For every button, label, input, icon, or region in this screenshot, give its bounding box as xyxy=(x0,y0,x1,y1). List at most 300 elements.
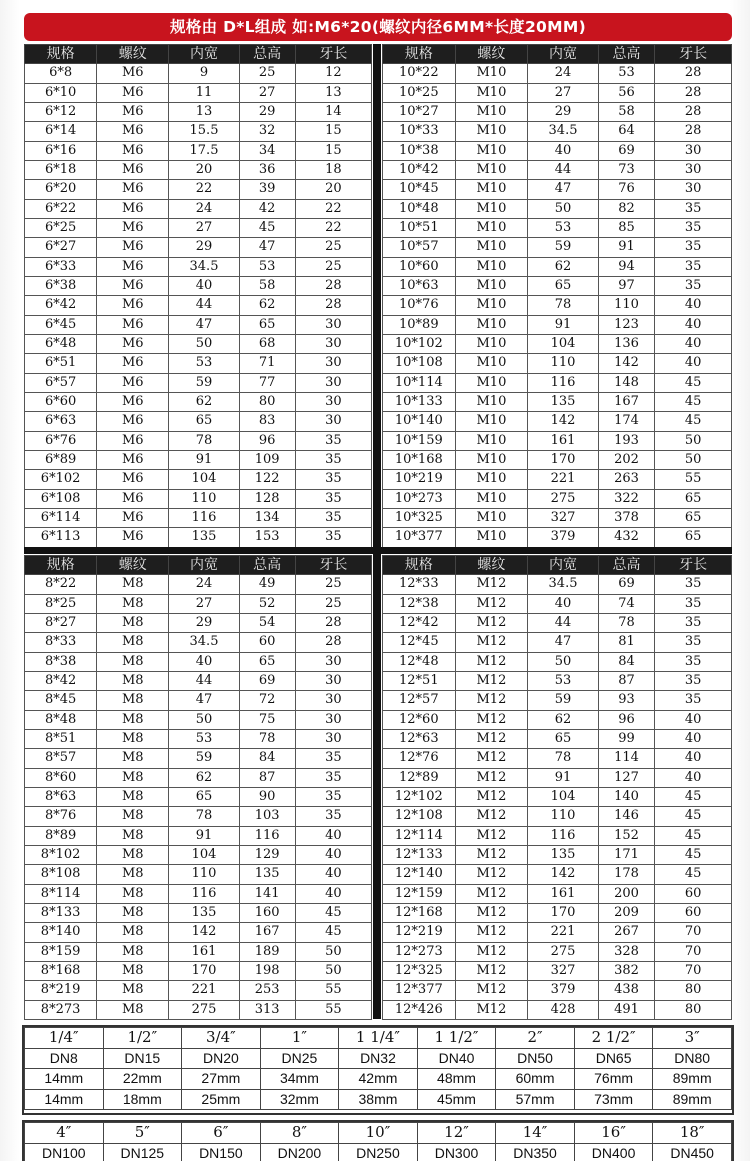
spec-table-m10 xyxy=(382,44,732,548)
table-row xyxy=(383,787,732,806)
pipe-cell: 27mm xyxy=(182,1069,261,1090)
table-cell: 25 xyxy=(295,594,371,613)
table-cell: 59 xyxy=(169,749,239,768)
table-cell: 109 xyxy=(239,450,295,469)
table-cell: M10 xyxy=(455,508,528,527)
table-row xyxy=(383,749,732,768)
table-cell: 116 xyxy=(169,884,239,903)
table-cell: 12*45 xyxy=(383,633,456,652)
table-cell: 8*76 xyxy=(25,807,97,826)
table-cell: M8 xyxy=(97,865,169,884)
table-cell: 28 xyxy=(655,64,732,83)
pipe-cell: 48mm xyxy=(417,1069,496,1090)
table-row xyxy=(383,633,732,652)
table-cell: 17.5 xyxy=(169,141,239,160)
table-row xyxy=(383,489,732,508)
pipe-cell: DN125 xyxy=(103,1143,182,1161)
table-cell: 35 xyxy=(655,218,732,237)
table-cell: 73 xyxy=(598,160,654,179)
table-row xyxy=(25,768,372,787)
table-cell: 8*27 xyxy=(25,613,97,632)
table-cell: M8 xyxy=(97,923,169,942)
table-cell: 28 xyxy=(295,613,371,632)
pipe-cell: DN15 xyxy=(103,1048,182,1069)
table-row xyxy=(25,102,372,121)
table-cell: M6 xyxy=(97,315,169,334)
table-cell: 52 xyxy=(239,594,295,613)
table-cell: M6 xyxy=(97,257,169,276)
table-row xyxy=(25,613,372,632)
table-cell: 28 xyxy=(655,83,732,102)
table-cell: 6*108 xyxy=(25,489,97,508)
table-cell: 221 xyxy=(169,981,239,1000)
table-cell: 12*273 xyxy=(383,942,456,961)
table-cell: 12*168 xyxy=(383,903,456,922)
table-row xyxy=(25,845,372,864)
table-cell: 6*8 xyxy=(25,64,97,83)
table-row xyxy=(383,671,732,690)
pipe-cell: 76mm xyxy=(574,1069,653,1090)
table-cell: 382 xyxy=(598,961,654,980)
table-cell: 13 xyxy=(295,83,371,102)
table-cell: 40 xyxy=(655,334,732,353)
table-cell: 152 xyxy=(598,826,654,845)
pipe-cell: DN32 xyxy=(339,1048,418,1069)
table-cell: 6*38 xyxy=(25,276,97,295)
table-cell: 91 xyxy=(169,450,239,469)
table-cell: 53 xyxy=(169,354,239,373)
table-cell: 20 xyxy=(169,160,239,179)
table-cell: 174 xyxy=(598,412,654,431)
table-cell: M8 xyxy=(97,575,169,594)
table-cell: 438 xyxy=(598,981,654,1000)
pipe-cell: 60mm xyxy=(496,1069,575,1090)
table-cell: 12*102 xyxy=(383,787,456,806)
table-cell: M6 xyxy=(97,354,169,373)
column-header: 总高 xyxy=(598,45,654,64)
table-cell: 142 xyxy=(528,865,599,884)
table-cell: 135 xyxy=(239,865,295,884)
table-cell: 110 xyxy=(598,296,654,315)
table-cell: 12*108 xyxy=(383,807,456,826)
table-cell: M12 xyxy=(455,633,528,652)
table-cell: 35 xyxy=(295,431,371,450)
table-cell: 74 xyxy=(598,594,654,613)
table-cell: 161 xyxy=(528,884,599,903)
column-header: 规格 xyxy=(25,556,97,575)
table-cell: 60 xyxy=(239,633,295,652)
table-cell: M6 xyxy=(97,102,169,121)
table-cell: 8*51 xyxy=(25,729,97,748)
table-cell: M12 xyxy=(455,865,528,884)
row-divider xyxy=(24,547,732,554)
pipe-cell: DN250 xyxy=(339,1143,418,1161)
table-cell: 167 xyxy=(239,923,295,942)
table-row xyxy=(383,276,732,295)
pipe-cell: 32mm xyxy=(260,1089,339,1110)
pipe-cell: 18″ xyxy=(653,1123,732,1144)
table-row xyxy=(383,942,732,961)
table-cell: 8*48 xyxy=(25,710,97,729)
table-cell: M6 xyxy=(97,412,169,431)
table-cell: 45 xyxy=(655,865,732,884)
table-row xyxy=(25,652,372,671)
table-cell: 142 xyxy=(169,923,239,942)
table-cell: 12*57 xyxy=(383,691,456,710)
table-cell: 62 xyxy=(528,257,599,276)
table-cell: M10 xyxy=(455,296,528,315)
table-cell: M8 xyxy=(97,710,169,729)
table-cell: 50 xyxy=(169,334,239,353)
spec-table-m8 xyxy=(24,555,372,1020)
table-cell: 10*51 xyxy=(383,218,456,237)
table-cell: 72 xyxy=(239,691,295,710)
table-cell: 35 xyxy=(295,807,371,826)
table-row xyxy=(25,787,372,806)
pipe-cell: DN150 xyxy=(182,1143,261,1161)
pipe-cell: 45mm xyxy=(417,1089,496,1110)
pipe-cell: 1 1/2″ xyxy=(417,1028,496,1049)
table-row xyxy=(25,373,372,392)
pipe-cell: DN50 xyxy=(496,1048,575,1069)
table-cell: 8*63 xyxy=(25,787,97,806)
table-cell: 12*219 xyxy=(383,923,456,942)
table-row xyxy=(25,122,372,141)
column-header: 牙长 xyxy=(295,556,371,575)
column-header: 总高 xyxy=(239,45,295,64)
table-cell: 142 xyxy=(598,354,654,373)
table-cell: 30 xyxy=(655,160,732,179)
table-cell: 253 xyxy=(239,981,295,1000)
table-cell: M12 xyxy=(455,613,528,632)
table-cell: M6 xyxy=(97,392,169,411)
column-header: 内宽 xyxy=(169,45,239,64)
table-cell: M8 xyxy=(97,1000,169,1019)
table-cell: 141 xyxy=(239,884,295,903)
table-cell: 127 xyxy=(598,768,654,787)
table-cell: 82 xyxy=(598,199,654,218)
table-cell: 202 xyxy=(598,450,654,469)
table-cell: 221 xyxy=(528,470,599,489)
table-cell: M10 xyxy=(455,450,528,469)
pipe-cell: 14mm xyxy=(25,1069,104,1090)
table-cell: 178 xyxy=(598,865,654,884)
table-cell: 40 xyxy=(655,315,732,334)
table-cell: M12 xyxy=(455,826,528,845)
table-row xyxy=(25,180,372,199)
table-cell: 44 xyxy=(169,296,239,315)
table-cell: 35 xyxy=(295,749,371,768)
table-cell: 8*38 xyxy=(25,652,97,671)
table-cell: M6 xyxy=(97,296,169,315)
table-cell: 25 xyxy=(295,257,371,276)
table-cell: M10 xyxy=(455,470,528,489)
table-cell: 432 xyxy=(598,528,654,547)
table-cell: 39 xyxy=(239,180,295,199)
table-cell: 11 xyxy=(169,83,239,102)
table-row xyxy=(25,199,372,218)
table-cell: 103 xyxy=(239,807,295,826)
table-cell: 12*89 xyxy=(383,768,456,787)
table-row xyxy=(383,594,732,613)
table-row xyxy=(25,392,372,411)
table-cell: M10 xyxy=(455,412,528,431)
table-cell: 28 xyxy=(655,122,732,141)
table-cell: 35 xyxy=(655,575,732,594)
table-cell: M8 xyxy=(97,691,169,710)
table-cell: 40 xyxy=(655,296,732,315)
pipe-cell: 3/4″ xyxy=(182,1028,261,1049)
table-cell: 267 xyxy=(598,923,654,942)
table-cell: 8*25 xyxy=(25,594,97,613)
table-cell: 22 xyxy=(169,180,239,199)
table-cell: 30 xyxy=(295,373,371,392)
table-cell: 134 xyxy=(239,508,295,527)
table-cell: 8*114 xyxy=(25,884,97,903)
column-header: 螺纹 xyxy=(455,45,528,64)
table-cell: 45 xyxy=(655,787,732,806)
table-cell: 10*22 xyxy=(383,64,456,83)
table-cell: 80 xyxy=(655,1000,732,1019)
table-row xyxy=(25,315,372,334)
table-cell: 53 xyxy=(239,257,295,276)
table-cell: 34.5 xyxy=(528,575,599,594)
table-cell: 10*108 xyxy=(383,354,456,373)
table-cell: 6*42 xyxy=(25,296,97,315)
table-row xyxy=(383,826,732,845)
column-header: 牙长 xyxy=(655,556,732,575)
table-cell: 32 xyxy=(239,122,295,141)
table-row xyxy=(25,218,372,237)
table-cell: 170 xyxy=(528,903,599,922)
table-cell: 6*45 xyxy=(25,315,97,334)
table-row xyxy=(25,470,372,489)
table-cell: 12*133 xyxy=(383,845,456,864)
table-row xyxy=(383,508,732,527)
table-cell: M10 xyxy=(455,431,528,450)
column-header: 总高 xyxy=(239,556,295,575)
table-row xyxy=(25,981,372,1000)
table-cell: 27 xyxy=(169,594,239,613)
table-cell: 44 xyxy=(169,671,239,690)
table-cell: 35 xyxy=(295,450,371,469)
pipe-row-inch xyxy=(25,1123,732,1144)
table-cell: 8*102 xyxy=(25,845,97,864)
table-cell: 25 xyxy=(239,64,295,83)
table-cell: 8*159 xyxy=(25,942,97,961)
table-cell: 170 xyxy=(528,450,599,469)
table-cell: 94 xyxy=(598,257,654,276)
table-cell: 28 xyxy=(295,633,371,652)
table-row xyxy=(25,257,372,276)
table-cell: 87 xyxy=(598,671,654,690)
table-cell: 96 xyxy=(239,431,295,450)
table-row xyxy=(383,83,732,102)
table-row xyxy=(383,218,732,237)
table-cell: M12 xyxy=(455,845,528,864)
header-row xyxy=(383,45,732,64)
table-cell: M6 xyxy=(97,489,169,508)
table-row xyxy=(383,528,732,547)
table-row xyxy=(383,865,732,884)
table-cell: 45 xyxy=(655,826,732,845)
pipe-cell: 16″ xyxy=(574,1123,653,1144)
pipe-cell: DN100 xyxy=(25,1143,104,1161)
table-cell: M10 xyxy=(455,180,528,199)
table-cell: M10 xyxy=(455,122,528,141)
pipe-cell: DN80 xyxy=(653,1048,732,1069)
table-row xyxy=(25,238,372,257)
pipe-cell: 1/2″ xyxy=(103,1028,182,1049)
column-header: 规格 xyxy=(383,556,456,575)
table-cell: M12 xyxy=(455,981,528,1000)
column-header: 螺纹 xyxy=(97,556,169,575)
pipe-cell: 6″ xyxy=(182,1123,261,1144)
table-cell: 77 xyxy=(239,373,295,392)
table-cell: 110 xyxy=(169,489,239,508)
table-cell: 6*14 xyxy=(25,122,97,141)
table-cell: 10*48 xyxy=(383,199,456,218)
table-cell: M6 xyxy=(97,450,169,469)
table-cell: 36 xyxy=(239,160,295,179)
pipe-cell: 1 1/4″ xyxy=(339,1028,418,1049)
table-cell: 275 xyxy=(528,942,599,961)
table-cell: 12*63 xyxy=(383,729,456,748)
table-cell: M6 xyxy=(97,122,169,141)
table-cell: M8 xyxy=(97,652,169,671)
spec-table-m12 xyxy=(382,555,732,1020)
pipe-cell: 42mm xyxy=(339,1069,418,1090)
table-cell: 10*25 xyxy=(383,83,456,102)
table-cell: 65 xyxy=(169,787,239,806)
pipe-cell: 34mm xyxy=(260,1069,339,1090)
table-cell: 50 xyxy=(169,710,239,729)
table-cell: 263 xyxy=(598,470,654,489)
table-row xyxy=(383,199,732,218)
table-row xyxy=(25,826,372,845)
table-row xyxy=(383,296,732,315)
table-cell: 6*89 xyxy=(25,450,97,469)
table-row xyxy=(25,749,372,768)
table-cell: 10*114 xyxy=(383,373,456,392)
table-cell: 34.5 xyxy=(169,257,239,276)
table-cell: M12 xyxy=(455,942,528,961)
table-cell: 50 xyxy=(295,942,371,961)
table-cell: 28 xyxy=(655,102,732,121)
table-cell: M6 xyxy=(97,64,169,83)
table-cell: M10 xyxy=(455,102,528,121)
table-cell: 90 xyxy=(239,787,295,806)
table-cell: 35 xyxy=(295,508,371,527)
table-row xyxy=(25,884,372,903)
table-cell: M10 xyxy=(455,160,528,179)
table-cell: 29 xyxy=(169,238,239,257)
table-cell: 116 xyxy=(528,373,599,392)
table-cell: 275 xyxy=(169,1000,239,1019)
column-header: 螺纹 xyxy=(97,45,169,64)
table-cell: 10*102 xyxy=(383,334,456,353)
table-cell: 34 xyxy=(239,141,295,160)
table-row xyxy=(383,845,732,864)
table-cell: 84 xyxy=(598,652,654,671)
table-cell: M8 xyxy=(97,749,169,768)
table-cell: 189 xyxy=(239,942,295,961)
table-row xyxy=(25,528,372,547)
table-cell: M12 xyxy=(455,884,528,903)
table-cell: M12 xyxy=(455,961,528,980)
table-cell: 34.5 xyxy=(528,122,599,141)
table-cell: 10*45 xyxy=(383,180,456,199)
pipe-cell: DN350 xyxy=(496,1143,575,1161)
table-cell: M8 xyxy=(97,633,169,652)
table-cell: 65 xyxy=(655,508,732,527)
table-cell: M6 xyxy=(97,238,169,257)
column-header: 内宽 xyxy=(528,556,599,575)
column-header: 规格 xyxy=(25,45,97,64)
table-cell: 10*325 xyxy=(383,508,456,527)
table-row xyxy=(25,729,372,748)
table-row xyxy=(383,102,732,121)
pipe-cell: DN40 xyxy=(417,1048,496,1069)
pipe-size-table-2 xyxy=(24,1122,732,1161)
pipe-cell: 1″ xyxy=(260,1028,339,1049)
table-cell: 28 xyxy=(295,276,371,295)
table-cell: 99 xyxy=(598,729,654,748)
table-cell: 78 xyxy=(598,613,654,632)
table-cell: 29 xyxy=(239,102,295,121)
table-cell: 30 xyxy=(295,729,371,748)
table-row xyxy=(383,807,732,826)
table-cell: 24 xyxy=(169,575,239,594)
table-cell: 10*168 xyxy=(383,450,456,469)
table-cell: 12*114 xyxy=(383,826,456,845)
table-cell: 34.5 xyxy=(169,633,239,652)
table-cell: M8 xyxy=(97,729,169,748)
table-cell: 40 xyxy=(528,594,599,613)
table-cell: 27 xyxy=(239,83,295,102)
table-cell: 50 xyxy=(655,431,732,450)
table-cell: 10*89 xyxy=(383,315,456,334)
table-cell: 6*48 xyxy=(25,334,97,353)
table-cell: M6 xyxy=(97,470,169,489)
table-cell: M10 xyxy=(455,528,528,547)
table-cell: 65 xyxy=(239,652,295,671)
pipe-size-box-2 xyxy=(22,1120,734,1161)
table-cell: 116 xyxy=(528,826,599,845)
table-cell: 35 xyxy=(295,528,371,547)
table-cell: 328 xyxy=(598,942,654,961)
table-cell: 27 xyxy=(528,83,599,102)
table-cell: 10*140 xyxy=(383,412,456,431)
pipe-cell: 89mm xyxy=(653,1089,732,1110)
table-cell: 146 xyxy=(598,807,654,826)
table-cell: M8 xyxy=(97,768,169,787)
table-cell: M10 xyxy=(455,315,528,334)
table-cell: 58 xyxy=(598,102,654,121)
table-cell: 114 xyxy=(598,749,654,768)
table-row xyxy=(25,431,372,450)
table-cell: 135 xyxy=(169,903,239,922)
pipe-cell: 8″ xyxy=(260,1123,339,1144)
table-cell: 161 xyxy=(169,942,239,961)
page-title-banner: 规格由 D*L组成 如:M6*20(螺纹内径6MM*长度20MM) xyxy=(24,13,732,41)
table-cell: 45 xyxy=(655,845,732,864)
table-cell: M10 xyxy=(455,83,528,102)
table-cell: 69 xyxy=(598,575,654,594)
table-cell: 35 xyxy=(295,768,371,787)
table-row xyxy=(383,257,732,276)
column-header: 总高 xyxy=(598,556,654,575)
